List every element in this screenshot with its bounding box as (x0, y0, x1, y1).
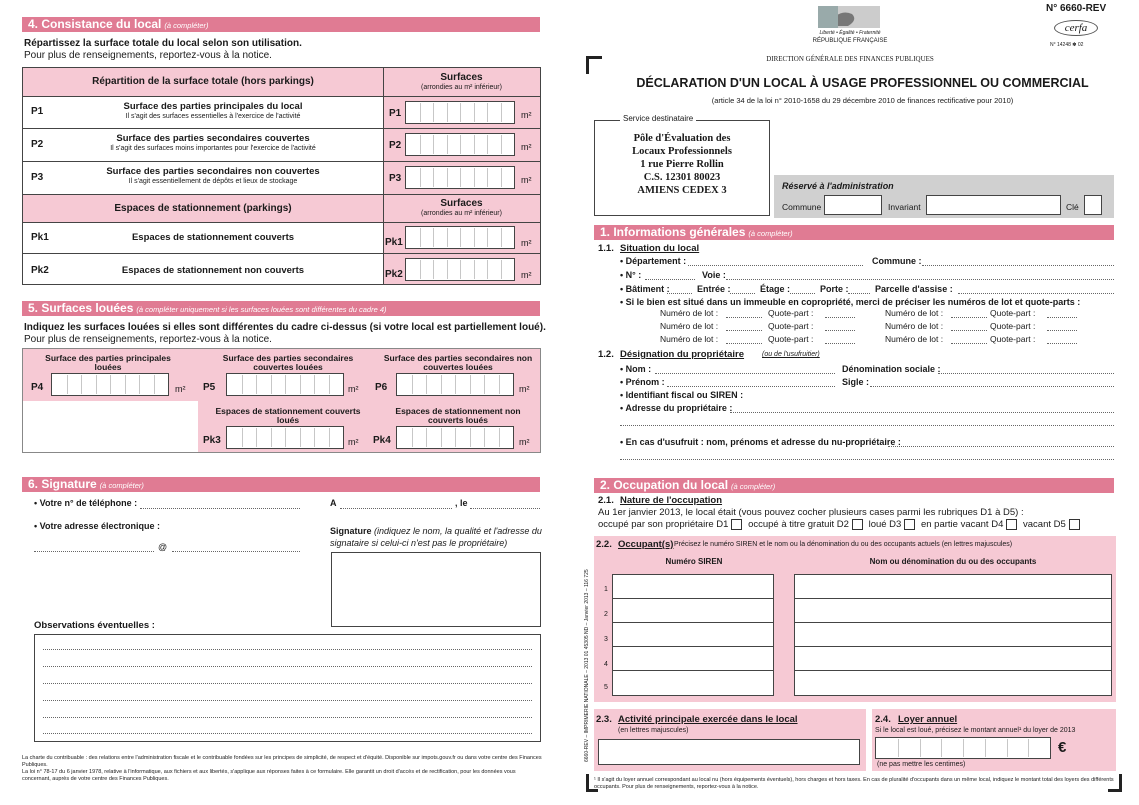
occupants-panel: 2.2. Occupant(s) Précisez le numéro SIREN et le nom ou la dénomination du ou des occupants actuels (en lettres majuscules) Numéro SIREN Nom ou dénomination du ou des occupants 1 2 3 4 5 (594, 536, 1116, 702)
marianne-logo (818, 6, 880, 28)
admin-invariant-field (926, 195, 1061, 215)
rent-panel: 2.4. Loyer annuel Si le local est loué, précisez le montant annuel¹ du loyer de 2013 € (ne pas mettre les centimes) (872, 709, 1116, 771)
head-repartition: Répartition de la surface totale (hors parkings) (92, 76, 314, 87)
date-field[interactable] (470, 508, 540, 509)
s4-intro2: Pour plus de renseignements, reportez-vous à la notice. (24, 50, 272, 61)
section-4-header: 4. Consistance du local (à compléter) (22, 17, 540, 32)
corner-mark (586, 56, 602, 74)
side-print-mark: 6660-REV – IMPRIMERIE NATIONALE – 2013 01 45305 ND – Janvier 2013 – 116 725 (584, 569, 590, 762)
input-p5[interactable] (226, 373, 344, 396)
checkbox-d3[interactable] (904, 519, 915, 530)
section-2-header: 2. Occupation du local (à compléter) (594, 478, 1114, 493)
signature-box[interactable] (331, 552, 541, 627)
s5-table: Surface des parties principales louées Surface des parties secondaires couvertes louées Surface des parties secondaires non couvertes louées P4 m² P5 m² P6 m² Espaces de stationnement couverts loués Espaces de stationnement non couverts loués Pk3 m² Pk4 m² (22, 348, 541, 453)
checkbox-d5[interactable] (1069, 519, 1080, 530)
admin-box: Réservé à l'administration Commune Invariant Clé (774, 175, 1114, 218)
service-address: Pôle d'Évaluation des Locaux Professionnels 1 rue Pierre Rollin C.S. 12301 80023 AMIENS CEDEX 3 (632, 133, 732, 196)
checkbox-d2[interactable] (852, 519, 863, 530)
footer-cnil: La loi n° 78-17 du 6 janvier 1978, relative à l'informatique, aux fichiers et aux libertés, s'applique aux réponses faites à ce formulaire. Elle garantit un droit d'accès et de rectification, pour les données vous concernant, auprès de votre centre des Finances Publiques. (22, 769, 516, 782)
occupant-name-column[interactable] (794, 574, 1112, 696)
phone-field[interactable] (140, 508, 300, 509)
place-field[interactable] (340, 508, 452, 509)
input-p3[interactable] (405, 166, 515, 189)
input-pk3[interactable] (226, 426, 344, 449)
s4-intro: Répartissez la surface totale du local selon son utilisation. (24, 38, 302, 49)
rent-field[interactable] (875, 737, 1051, 759)
admin-cle-field (1084, 195, 1102, 215)
email-field[interactable] (34, 551, 154, 552)
input-pk4[interactable] (396, 426, 514, 449)
input-p6[interactable] (396, 373, 514, 396)
activity-panel: 2.3. Activité principale exercée dans le local (en lettres majuscules) (594, 709, 866, 771)
corner-mark-br (1108, 774, 1122, 792)
footer-charte: La charte du contribuable : des relations entre l'administration fiscale et le contribuable fondées sur les principes de simplicité, de respect et d'équité. Disponible sur impots.gouv.fr ou dans votre centre des Finances Publiques. (22, 755, 542, 768)
input-pk1[interactable] (405, 226, 515, 249)
input-p1[interactable] (405, 101, 515, 124)
section-5-header: 5. Surfaces louées (à compléter uniquement si les surfaces louées sont différentes du cadre 4) (22, 301, 540, 316)
marianne-icon (818, 6, 880, 28)
lot-grid: Numéro de lot : Quote-part : Numéro de lot : Quote-part : Numéro de lot : Quote-part : Numéro de lot : Quote-part : Numéro de lot : Quote-part : Numéro de lot : Quote-part : (660, 308, 1120, 348)
section-6-header: 6. Signature (à compléter) (22, 477, 540, 492)
form-title: DÉCLARATION D'UN LOCAL À USAGE PROFESSIONNEL OU COMMERCIAL (636, 76, 1089, 90)
checkbox-d4[interactable] (1006, 519, 1017, 530)
activity-field[interactable] (598, 739, 860, 765)
siren-column[interactable] (612, 574, 774, 696)
section-1-header: 1. Informations générales (à compléter) (594, 225, 1114, 240)
signature-label: Signature (indiquez le nom, la qualité et l'adresse du signataire si celui-ci n'est pas le propriétaire) (330, 526, 542, 548)
checkbox-d1[interactable] (731, 519, 742, 530)
input-p2[interactable] (405, 133, 515, 156)
input-pk2[interactable] (405, 258, 515, 281)
corner-mark-bl (586, 774, 598, 792)
s4-table: Répartition de la surface totale (hors parkings) Surfaces (arrondies au m² inférieur) P1 Surface des parties principales du local Il s'agit des surfaces essentielles à l'exercice de l'activité P2 Surface des parties secondaires couvertes Il s'agit des surfaces moins importantes pour l'exercice de l'activité P3 Surface des parties secondaires non couvertes Il s'agit essentiellement de dépôts et lieux de stockage Espaces de stationnement (parkings) Surfaces (arrondies au m² inférieur) Pk1 Espaces de stationnement couverts Pk2 Espaces de stationnement non couverts P1 m² P2 m² P3 m² Pk1 m² Pk2 m² (22, 67, 541, 285)
cerfa-logo: cerfa (1054, 20, 1098, 36)
form-number: N° 6660-REV (1046, 3, 1107, 14)
admin-commune-field (824, 195, 882, 215)
footer-note: ¹ Il s'agit du loyer annuel correspondant au local nu (hors équipements éventuels), hors charges et hors taxes. En cas de pluralité d'occupants dans un même local, indiquez le montant total des loyers des différents occupants. Pour plus de renseignements, reportez-vous à la notice. (594, 777, 1114, 790)
observations-box[interactable] (34, 634, 541, 742)
occupation-checkboxes: occupé par son propriétaire D1 occupé à titre gratuit D2 loué D3 en partie vacant D4 vacant D5 (598, 519, 1120, 530)
input-p4[interactable] (51, 373, 169, 396)
